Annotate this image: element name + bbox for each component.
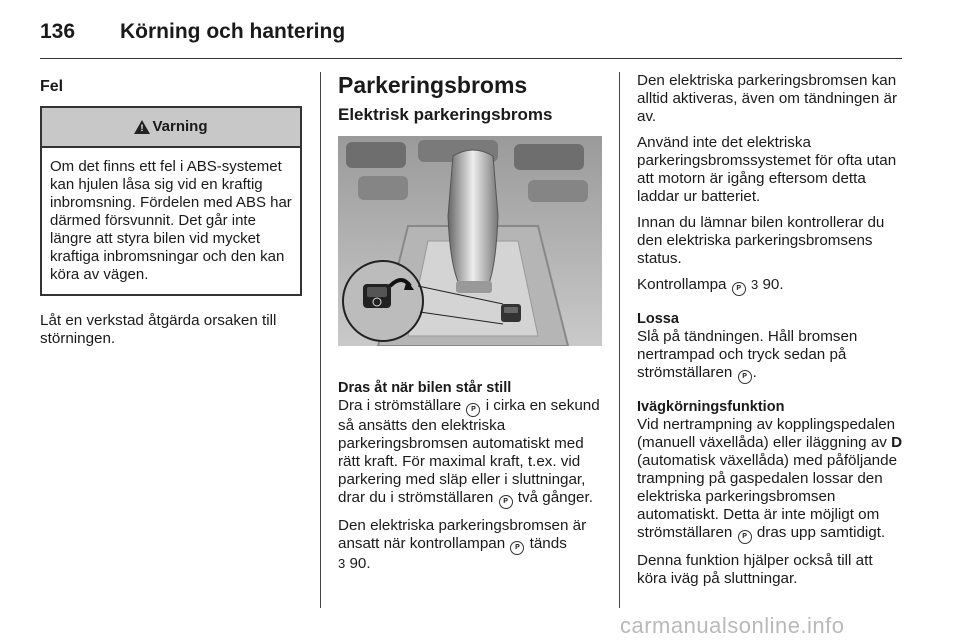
column-3 — [637, 72, 903, 596]
warning-text: Om det finns ett fel i ABS-systemet kan hjulen låsa sig vid en kraftig inbromsning. Fördelen med ABS har därmed försvunnit. Det går inte längre att styra bilen vid mycket kraftiga inbromsningar och den kan köra av vägen. — [50, 158, 292, 283]
parking-brake-symbol-icon: P — [738, 370, 752, 384]
paragraph — [338, 517, 602, 573]
text-fragment: två gånger. — [517, 489, 593, 506]
text-fragment: Dra i strömställare — [338, 397, 462, 414]
text-fragment: Vid nertrampning av kopplingspedalen (manuell växellåda) eller iläggning av — [637, 416, 896, 451]
page-reference: 90. — [762, 276, 784, 293]
page-reference: 90. — [349, 555, 371, 572]
warning-box — [40, 106, 302, 296]
paragraph: Den elektriska parkeringsbromsen kan alltid aktiveras, även om tändningen är av. — [637, 72, 898, 125]
parking-brake-symbol-icon: P — [732, 282, 746, 296]
paragraph — [637, 276, 903, 296]
parking-brake-photo — [338, 136, 602, 346]
text-fragment: Kontrollampa — [637, 276, 727, 293]
warning-label: Varning — [152, 118, 208, 135]
paragraph: Låt en verkstad åtgärda orsaken till störningen. — [40, 312, 277, 347]
column-divider — [619, 72, 620, 608]
section-heading-parkeringsbroms: Parkeringsbroms — [338, 72, 528, 98]
text-fragment: Den elektriska parkeringsbromsen är ansatt när kontrollampan — [338, 517, 587, 552]
paragraph: Innan du lämnar bilen kontrollerar du den elektriska parkeringsbromsens status. — [637, 214, 885, 267]
parking-brake-symbol-icon: P — [738, 530, 752, 544]
column-2 — [338, 72, 602, 581]
subheading-apply: Dras åt när bilen står still — [338, 380, 512, 396]
paragraph: Denna funktion hjälper också till att köra iväg på sluttningar. — [637, 552, 873, 587]
text-fragment: i cirka en sekund så ansätts den elektriska parkeringsbromsen automatiskt med rätt kraft. För maximal kraft, t.ex. vid parkering med släp eller i sluttningar, drar du i strömställaren — [338, 397, 600, 506]
chapter-title: Körning och hantering — [120, 20, 346, 43]
parking-brake-symbol-icon: P — [466, 403, 480, 417]
parking-brake-symbol-icon: P — [510, 541, 524, 555]
text-fragment: dras upp samtidigt. — [756, 524, 886, 541]
warning-header — [42, 108, 300, 148]
page-header — [40, 12, 902, 58]
text-fragment: tänds — [529, 535, 567, 552]
column-1 — [40, 72, 302, 356]
parking-brake-symbol-icon: P — [499, 495, 513, 509]
text-fragment: . — [752, 364, 757, 381]
warning-triangle-icon: ! — [134, 120, 150, 134]
section-heading-fel: Fel — [40, 78, 64, 95]
text-fragment: (automatisk växellåda) med påföljande trampning på gaspedalen lossar den elektriska parkeringsbromsen automatiskt. Detta är inte möjligt om strömställaren — [637, 452, 898, 541]
cross-reference-icon: 3 — [338, 556, 346, 571]
subheading-release: Lossa — [637, 311, 679, 327]
subheading-drive-away: Ivägkörningsfunktion — [637, 399, 785, 415]
text-fragment: Slå på tändningen. Håll bromsen nertrampad och tryck sedan på strömställaren — [637, 328, 858, 381]
paragraph: Använd inte det elektriska parkeringsbromssystemet för ofta utan att motorn är igång eftersom detta laddar ur batteriet. — [637, 134, 897, 205]
paragraph — [338, 397, 602, 509]
column-divider — [320, 72, 321, 608]
header-rule — [40, 58, 902, 59]
watermark: carmanualsonline.info — [620, 613, 845, 638]
subheading-elektrisk: Elektrisk parkeringsbroms — [338, 105, 553, 124]
paragraph — [637, 416, 903, 544]
cross-reference-icon: 3 — [750, 277, 759, 292]
page-number: 136 — [40, 20, 76, 43]
gear-letter: D — [891, 434, 903, 451]
paragraph — [637, 328, 903, 384]
